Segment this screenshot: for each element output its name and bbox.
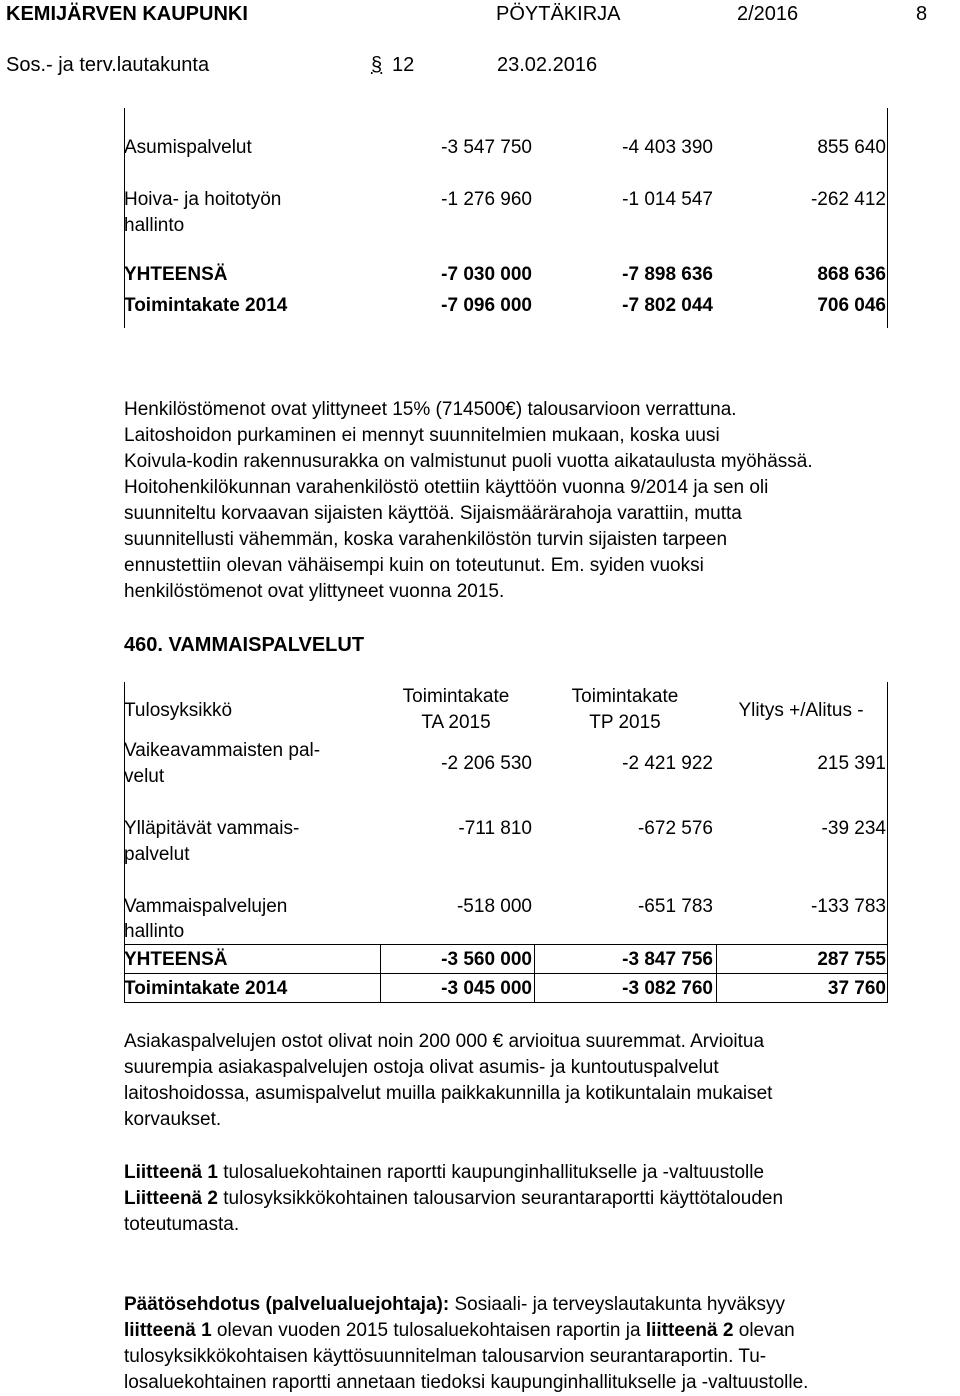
row-label: Vammaispalvelujen [124, 896, 288, 917]
proposal-line [124, 1318, 924, 1344]
table2-right-border [887, 682, 888, 1002]
text-line: Asiakaspalvelujen ostot olivat noin 200 000 € arvioitua suuremmat. Arvioitua [124, 1031, 765, 1052]
row-label: Asumispalvelut [124, 137, 252, 158]
tp-value: -1 014 547 [622, 189, 713, 210]
municipality-name: KEMIJÄRVEN KAUPUNKI [6, 3, 248, 25]
diff-value: -262 412 [810, 189, 886, 210]
tp-value: -7 802 044 [622, 295, 713, 316]
diff-value: 287 755 [817, 949, 886, 970]
proposal-attachment-1: liitteenä 1 [124, 1320, 212, 1341]
document-number: 2/2016 [737, 3, 799, 25]
text-line: Laitoshoidon purkaminen ei mennyt suunnitelmien mukaan, koska uusi [124, 425, 720, 446]
ta-value: -7 030 000 [441, 264, 532, 285]
proposal-line [124, 1292, 924, 1318]
diff-value: -39 234 [821, 818, 886, 839]
tp-value: -3 082 760 [622, 978, 713, 999]
decision-proposal [124, 1292, 924, 1396]
text-line: henkilöstömenot ovat ylittyneet vuonna 2015. [124, 581, 505, 602]
col-header-diff: Ylitys +/Alitus - [738, 700, 864, 721]
attachment-1-label: Liitteenä 1 [124, 1162, 218, 1183]
section-heading: 460. VAMMAISPALVELUT [124, 634, 365, 656]
table2-rule [124, 944, 888, 945]
row-label-cont: palvelut [124, 844, 190, 865]
board-name: Sos.- ja terv.lautakunta [6, 54, 210, 76]
diff-value: -133 783 [810, 896, 886, 917]
col-header-ta-year: TA 2015 [421, 712, 491, 733]
text-line: Koivula-kodin rakennusurakka on valmistunut puoli vuotta aikataulusta myöhässä. [124, 451, 813, 472]
col-header-tp: Toimintakate [571, 686, 679, 707]
proposal-text: olevan vuoden 2015 tulosaluekohtaisen raportin ja [211, 1320, 646, 1341]
attachments-paragraph [124, 1160, 924, 1238]
text-line: suunnitellusti vähemmän, koska varahenkilöstön turvin sijaisten tarpeen [124, 529, 728, 550]
diff-value: 37 760 [827, 978, 886, 999]
paragraph-personnel-costs [124, 397, 924, 605]
ta-value: -1 276 960 [441, 189, 532, 210]
ta-value: -3 045 000 [441, 978, 532, 999]
table2-col-divider [534, 944, 535, 1002]
text-line: suunniteltu korvaavan sijaisten käyttöä. Sijaismäärärahoja varattiin, mutta [124, 503, 742, 524]
diff-value: 868 636 [817, 264, 886, 285]
proposal-text: Sosiaali- ja terveyslautakunta hyväksyy [449, 1294, 785, 1315]
page-number: 8 [916, 3, 928, 25]
attachment-line-1 [124, 1160, 924, 1186]
tp-value: -4 403 390 [622, 137, 713, 158]
table1-right-border [887, 108, 888, 328]
text-line: suurempia asiakaspalvelujen ostoja olivat asumis- ja kuntoutuspalvelut [124, 1057, 719, 1078]
col-header-ta: Toimintakate [402, 686, 510, 707]
tp-value: -7 898 636 [622, 264, 713, 285]
meeting-date: 23.02.2016 [497, 54, 598, 76]
tp-value: -651 783 [637, 896, 713, 917]
col-header-unit: Tulosyksikkö [124, 700, 233, 721]
row-label: Toimintakate 2014 [124, 978, 288, 999]
text-line: ennustettiin olevan vähäisempi kuin on toteutunut. Em. syiden vuoksi [124, 555, 704, 576]
diff-value: 855 640 [817, 137, 886, 158]
attachment-2-label: Liitteenä 2 [124, 1188, 218, 1209]
section-number: 12 [392, 54, 415, 76]
text-line: toteutumasta. [124, 1214, 240, 1235]
row-label: Ylläpitävät vammais- [124, 818, 300, 839]
tp-value: -3 847 756 [622, 949, 713, 970]
row-label-cont: velut [124, 766, 165, 787]
text-line: Hoitohenkilökunnan varahenkilöstö otettiin käyttöön vuonna 9/2014 ja sen oli [124, 477, 769, 498]
table2-rule [124, 1002, 888, 1003]
proposal-label: Päätösehdotus (palvelualuejohtaja): [124, 1294, 450, 1315]
table2-rule [124, 973, 888, 974]
proposal-text: olevan [733, 1320, 795, 1341]
row-label: Toimintakate 2014 [124, 295, 288, 316]
proposal-line: losaluekohtainen raportti annetaan tiedoksi kaupunginhallitukselle ja -valtuustolle. [124, 1372, 809, 1393]
attachment-line-2 [124, 1186, 924, 1212]
col-header-tp-year: TP 2015 [589, 712, 661, 733]
row-label-cont: hallinto [124, 215, 185, 236]
row-label: YHTEENSÄ [124, 264, 228, 285]
proposal-line: tulosyksikkökohtaisen käyttösuunnitelman talousarvion seurantaraportin. Tu- [124, 1346, 767, 1367]
row-label-cont: hallinto [124, 921, 185, 942]
text-line: Henkilöstömenot ovat ylittyneet 15% (714500€) talousarvioon verrattuna. [124, 399, 737, 420]
ta-value: -7 096 000 [441, 295, 532, 316]
tp-value: -672 576 [637, 818, 713, 839]
text-line: korvaukset. [124, 1109, 222, 1130]
ta-value: -2 206 530 [441, 753, 532, 774]
document-type: PÖYTÄKIRJA [496, 3, 621, 25]
ta-value: -3 547 750 [441, 137, 532, 158]
ta-value: -711 810 [458, 818, 532, 839]
ta-value: -3 560 000 [441, 949, 532, 970]
tp-value: -2 421 922 [622, 753, 713, 774]
section-symbol: § [371, 54, 383, 76]
paragraph-customer-services [124, 1029, 924, 1133]
attachment-1-text: tulosaluekohtainen raportti kaupunginhallitukselle ja -valtuustolle [217, 1162, 765, 1183]
row-label: YHTEENSÄ [124, 949, 228, 970]
ta-value: -518 000 [456, 896, 532, 917]
attachment-2-text: tulosyksikkökohtainen talousarvion seurantaraportti käyttötalouden [217, 1188, 784, 1209]
diff-value: 706 046 [817, 295, 886, 316]
text-line: laitoshoidossa, asumispalvelut muilla paikkakunnilla ja kotikuntalain mukaiset [124, 1083, 773, 1104]
proposal-attachment-2: liitteenä 2 [645, 1320, 734, 1341]
row-label: Hoiva- ja hoitotyön [124, 189, 282, 210]
diff-value: 215 391 [817, 753, 886, 774]
row-label: Vaikeavammaisten pal- [124, 740, 321, 761]
table2-col-divider [716, 944, 717, 1002]
